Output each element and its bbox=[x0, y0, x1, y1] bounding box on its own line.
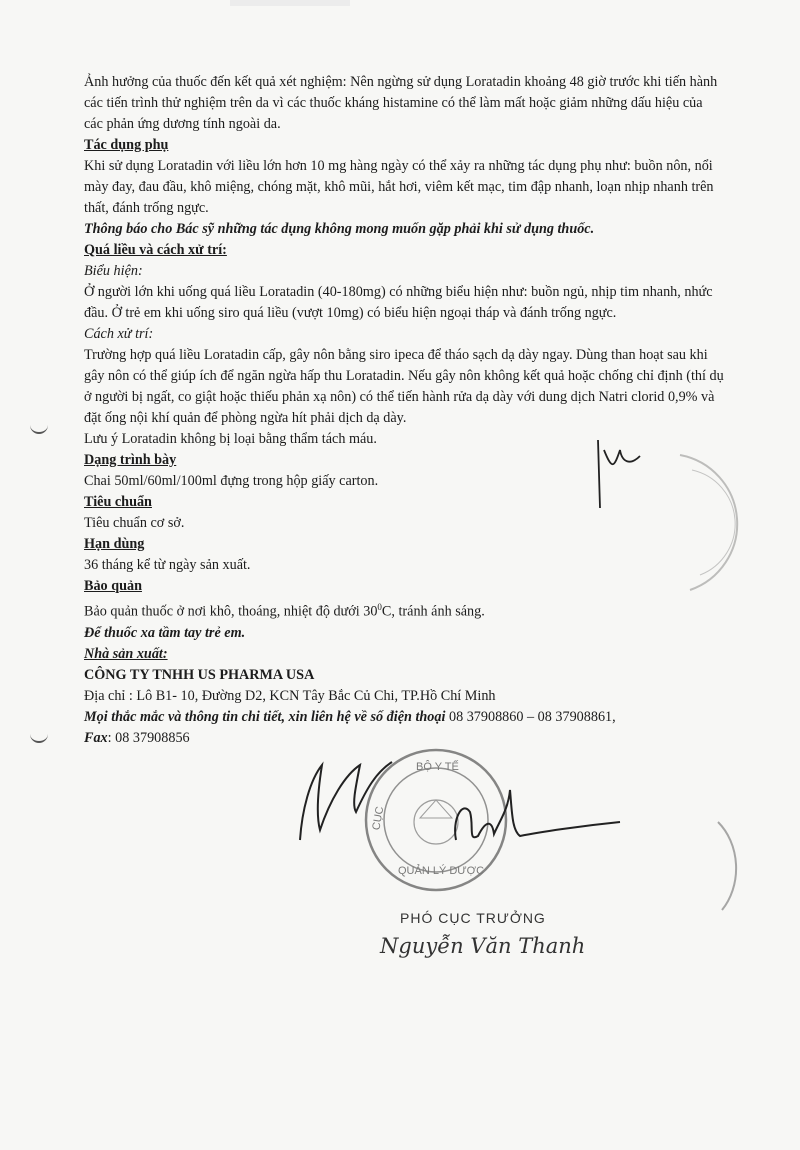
storage-text-after: C, tránh ánh sáng. bbox=[381, 603, 485, 620]
manufacturer-fax bbox=[84, 728, 724, 749]
leaflet-text bbox=[84, 72, 724, 749]
seal-left-text: CỤC bbox=[370, 805, 387, 832]
punch-hole-mark bbox=[30, 418, 48, 434]
signature-left bbox=[300, 762, 392, 840]
storage-heading: Bảo quản bbox=[84, 578, 142, 594]
effect-on-tests-paragraph: Ảnh hưởng của thuốc đến kết quả xét nghiệm: Nên ngừng sử dụng Loratadin khoảng 48 giờ trước khi tiến hành các tiến trình thử nghiệm trên da vì các thuốc kháng histamine có thể làm mất hoặc giảm những dấu hiệu của các phản ứng dương tính ngoài da. bbox=[84, 74, 718, 132]
shelf-life-text: 36 tháng kể từ ngày sản xuất. bbox=[84, 557, 251, 573]
overdose-signs-text: Ở người lớn khi uống quá liều Loratadin (40-180mg) có những biểu hiện như: buồn ngủ, nhịp tim nhanh, nhức đầu. Ở trẻ em khi uống siro quá liều (vượt 10mg) có biểu hiện ngoại tháp và đánh trống ngực. bbox=[84, 284, 713, 321]
signature-main bbox=[455, 790, 620, 840]
contact-phones: 08 37908860 – 08 37908861, bbox=[445, 708, 616, 725]
standard-heading: Tiêu chuẩn bbox=[84, 494, 152, 510]
storage-text bbox=[84, 597, 724, 623]
fax-number: : 08 37908856 bbox=[107, 729, 190, 746]
overdose-heading: Quá liều và cách xử trí: bbox=[84, 242, 227, 258]
side-effects-notice: Thông báo cho Bác sỹ những tác dụng không mong muốn gặp phải khi sử dụng thuốc. bbox=[84, 221, 595, 237]
seal-top-text: BỘ Y TẾ bbox=[416, 761, 459, 773]
contact-label: Mọi thắc mắc và thông tin chi tiết, xin liên hệ về số điện thoại bbox=[84, 708, 446, 725]
storage-degree-superscript: 0 bbox=[377, 602, 382, 612]
manufacturer-contact bbox=[84, 707, 724, 728]
overdose-signs-label: Biểu hiện: bbox=[84, 263, 143, 279]
dosage-form-heading: Dạng trình bày bbox=[84, 452, 177, 468]
partial-seal-lower-right bbox=[718, 822, 736, 910]
storage-warning: Để thuốc xa tầm tay trẻ em. bbox=[84, 624, 246, 641]
signatory-title: PHÓ CỤC TRƯỞNG bbox=[400, 910, 546, 926]
official-seal bbox=[366, 750, 506, 890]
scan-artifact bbox=[230, 0, 350, 6]
seal-bottom-text: QUẢN LÝ DƯỢC bbox=[398, 865, 485, 877]
overdose-note: Lưu ý Loratadin không bị loại bằng thẩm tách máu. bbox=[84, 431, 377, 447]
punch-hole-mark bbox=[30, 727, 48, 743]
dosage-form-text: Chai 50ml/60ml/100ml đựng trong hộp giấy carton. bbox=[84, 473, 379, 489]
standard-text: Tiêu chuẩn cơ sở. bbox=[84, 515, 185, 531]
shelf-life-heading: Hạn dùng bbox=[84, 536, 145, 552]
manufacturer-address: Địa chỉ : Lô B1- 10, Đường D2, KCN Tây Bắc Củ Chi, TP.Hồ Chí Minh bbox=[84, 687, 496, 704]
side-effects-heading: Tác dụng phụ bbox=[84, 137, 169, 153]
overdose-treatment-text: Trường hợp quá liều Loratadin cấp, gây nôn bằng siro ipeca để tháo sạch dạ dày ngay. Dùng than hoạt sau khi gây nôn có thể giúp ích để ngăn ngừa hấp thu Loratadin. Nếu gây nôn không kết quả hoặc chống chỉ định (thí dụ ở người bị ngất, co giật hoặc thiếu phản xạ nôn) có thể tiến hành rửa dạ dày với dung dịch Natri clorid 0,9% và đặt ống nội khí quản để phòng ngừa hít phải dịch dạ dày. bbox=[84, 347, 724, 426]
side-effects-text: Khi sử dụng Loratadin với liều lớn hơn 10 mg hàng ngày có thể xảy ra những tác dụng phụ như: buồn nôn, nổi mày đay, đau đầu, khô miệng, chóng mặt, khô mũi, hắt hơi, viêm kết mạc, tim đập nhanh, loạn nhịp nhanh trên thất, đánh trống ngực. bbox=[84, 158, 714, 216]
storage-text-before: Bảo quản thuốc ở nơi khô, thoáng, nhiệt độ dưới 30 bbox=[84, 603, 378, 620]
overdose-treatment-label: Cách xử trí: bbox=[84, 326, 154, 342]
fax-label: Fax bbox=[84, 729, 108, 746]
manufacturer-heading: Nhà sản xuất: bbox=[84, 645, 168, 662]
manufacturer-company: CÔNG TY TNHH US PHARMA USA bbox=[84, 666, 315, 683]
signatory-name: Nguyễn Văn Thanh bbox=[380, 934, 586, 958]
